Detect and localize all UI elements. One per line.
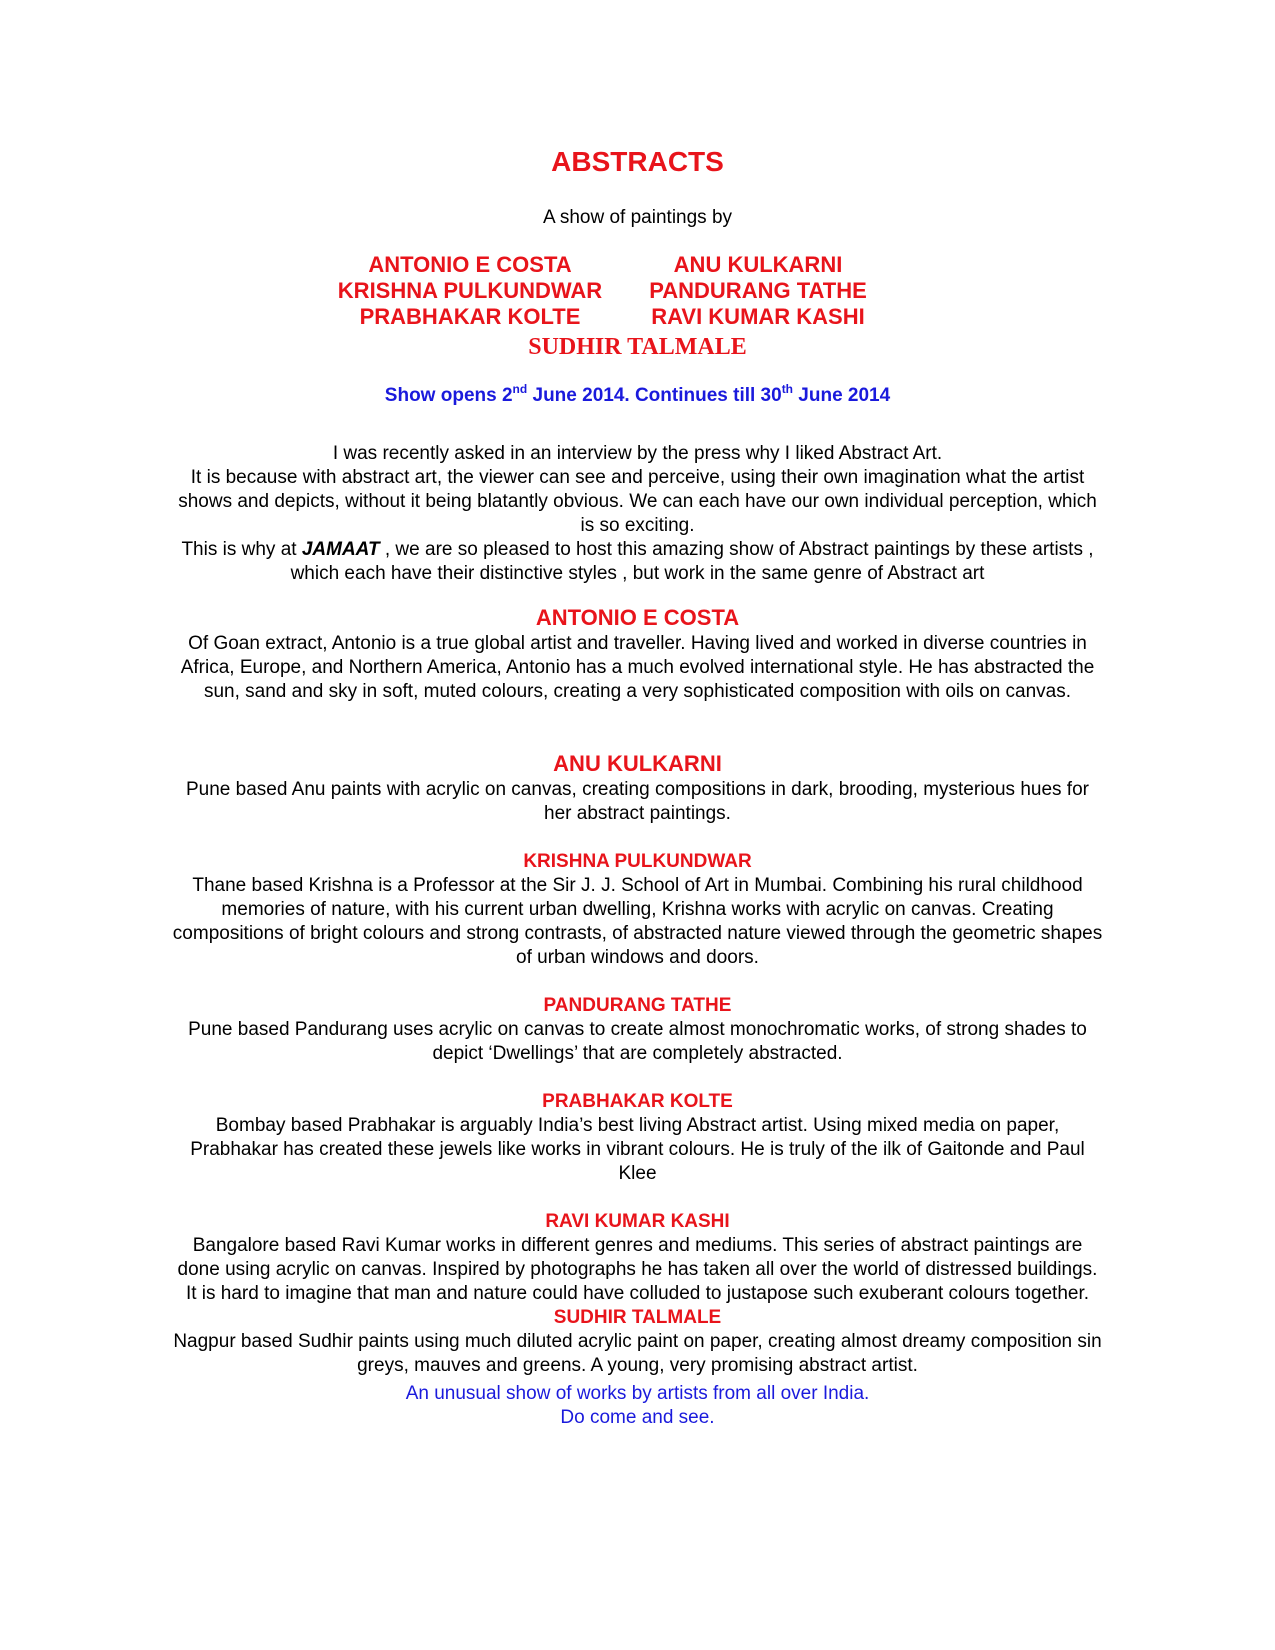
artist-description: Of Goan extract, Antonio is a true global artist and traveller. Having lived and worked in diverse countries in Africa, Europe, and Northern America, Antonio has a much evolved international style. He has abstracted the sun, sand and sky in soft, muted colours, creating a very sophisticated composition with oils on canvas. [180, 633, 1095, 702]
dates-part: Show opens 2 [384, 385, 513, 406]
artist-list [0, 252, 1275, 330]
artist-heading: RAVI KUMAR KASHI [545, 1211, 730, 1232]
artist-name: PRABHAKAR KOLTE [359, 304, 581, 329]
artist-heading: ANU KULKARNI [553, 751, 722, 776]
artist-heading: ANTONIO E COSTA [535, 605, 740, 630]
dates-part: June 2014. Continues till 30 [527, 385, 782, 406]
artist-name: KRISHNA PULKUNDWAR [337, 278, 603, 303]
intro-text: , we are so pleased to host this amazing show of Abstract paintings by these artists , which each have their distinctive styles , but work in the same genre of Abstract art [290, 539, 1094, 584]
artist-heading: PANDURANG TATHE [543, 995, 732, 1016]
artist-description: Thane based Krishna is a Professor at the Sir J. J. School of Art in Mumbai. Combining his rural childhood memories of nature, with his current urban dwelling, Krishna works with acrylic on canvas. Creating compositions of bright colours and strong contrasts, of abstracted nature viewed through the geometric shapes of urban windows and doors. [172, 875, 1103, 968]
artist-section-pulkundwar [170, 850, 1105, 970]
intro-line: It is because with abstract art, the viewer can see and perceive, using their own imagination what the artist shows and depicts, without it being blatantly obvious. We can each have our own individual perception, which is so exciting. [178, 467, 1097, 536]
artist-section-costa [170, 604, 1105, 704]
intro-line [170, 538, 1105, 586]
artist-description: Bangalore based Ravi Kumar works in different genres and mediums. This series of abstract paintings are done using acrylic on canvas. Inspired by photographs he has taken all over the world of distressed buildings. It is hard to imagine that man and nature could have colluded to justapose such exuberant colours together. [177, 1235, 1098, 1304]
intro-paragraph [170, 442, 1105, 586]
artist-row [0, 252, 1275, 278]
page-subtitle: A show of paintings by [542, 207, 733, 228]
intro-text: This is why at [181, 539, 302, 560]
artist-row [0, 278, 1275, 304]
dates-suffix: nd [512, 382, 528, 396]
dates-part: June 2014 [793, 385, 891, 406]
artist-section-kashi [170, 1210, 1105, 1378]
page-title: ABSTRACTS [551, 146, 724, 177]
artist-description: Pune based Anu paints with acrylic on canvas, creating compositions in dark, brooding, mysterious hues for her abstract paintings. [186, 779, 1089, 824]
show-dates [0, 382, 1275, 407]
intro-line: I was recently asked in an interview by the press why I liked Abstract Art. [332, 443, 943, 464]
artist-name-last: SUDHIR TALMALE [528, 334, 747, 360]
artist-row [0, 304, 1275, 330]
artist-name: PANDURANG TATHE [649, 278, 867, 303]
artist-section-kulkarni [170, 750, 1105, 826]
artist-heading: KRISHNA PULKUNDWAR [523, 851, 752, 872]
artist-heading: SUDHIR TALMALE [553, 1307, 722, 1328]
venue-name: JAMAAT [301, 539, 380, 560]
artist-name: ANTONIO E COSTA [368, 252, 572, 277]
artist-description: Nagpur based Sudhir paints using much diluted acrylic paint on paper, creating almost dreamy composition sin greys, mauves and greens. A young, very promising abstract artist. [173, 1331, 1102, 1376]
artist-description: Pune based Pandurang uses acrylic on canvas to create almost monochromatic works, of strong shades to depict ‘Dwellings’ that are completely abstracted. [188, 1019, 1087, 1064]
artist-name: ANU KULKARNI [673, 252, 843, 277]
closing-line: Do come and see. [560, 1407, 715, 1428]
closing-note [0, 1382, 1275, 1430]
artist-heading: PRABHAKAR KOLTE [542, 1091, 733, 1112]
closing-line: An unusual show of works by artists from all over India. [405, 1383, 870, 1404]
artist-description: Bombay based Prabhakar is arguably India’s best living Abstract artist. Using mixed media on paper, Prabhakar has created these jewels like works in vibrant colours. He is truly of the ilk of Gaitonde and Paul Klee [190, 1115, 1085, 1184]
artist-section-kolte [170, 1090, 1105, 1186]
dates-suffix: th [781, 382, 794, 396]
artist-name: RAVI KUMAR KASHI [651, 304, 865, 329]
artist-section-tathe [170, 994, 1105, 1066]
